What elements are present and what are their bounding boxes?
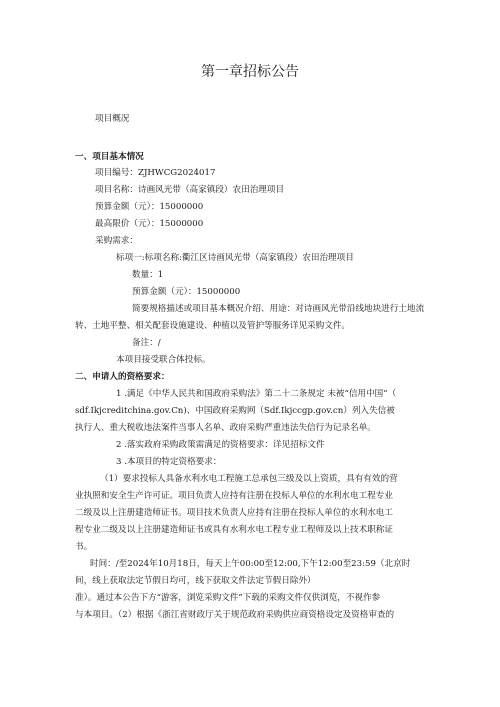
- remark: 备注：/: [132, 338, 161, 348]
- specific-requirement-line-4: 程专业二级及以上注册建造师证书或具有水利水电工程专业工程师及以上技术职称证: [75, 525, 393, 535]
- qualification-1-line-2: sdf.Ikjcreditchina.gov.Cn)、中国政府采购网（Sdf.Ikjccgp.gov.cn）列入失信被: [75, 406, 395, 416]
- section-heading-qualifications: 二、申请人的资格要求：: [75, 372, 170, 382]
- max-price: 最高限价（元）：15000000: [95, 219, 204, 229]
- procurement-requirements-label: 采购需求：: [95, 236, 138, 246]
- description-line-1: 简要规格描述或项目基本概况介绍、用途：对诗画风光带沿线地块进行土地流: [132, 304, 425, 314]
- budget-amount: 预算金额（元）：15000000: [95, 202, 204, 212]
- project-number: 项目编号：ZJHWCG2024017: [95, 168, 216, 178]
- note-line-1: 准）。通过本公告下方“游客，浏览采购文件”下载的采购文件仅供浏览，不视作参: [75, 593, 381, 603]
- time-line-1: 时间：/至2024年10月18日，每天上午00:00至12:00,下午12:00至23:59（北京时: [90, 559, 411, 569]
- page-title: 第一章招标公告: [201, 64, 299, 80]
- overview-label: 项目概况: [95, 114, 130, 124]
- section-heading-basic-info: 一、项目基本情况: [75, 152, 144, 162]
- lot-item: 标项一:标项名称:衢江区诗画风光带（高家镇段）农田治理项目: [116, 253, 354, 263]
- specific-requirement-line-5: 书。: [75, 542, 93, 552]
- qualification-2: 2 .落实政府采购政策需满足的资格要求：详见招标文件: [116, 440, 325, 450]
- qualification-1-line-1: 1 .满足《中华人民共和国政府采购法》第二十二条规定 未被“信用中国”（: [116, 389, 397, 399]
- time-line-2: 间，线上获取法定节假日均可，线下获取文件法定节假日除外）: [75, 576, 316, 586]
- lot-budget: 预算金额（元）：15000000: [132, 287, 241, 297]
- specific-requirement-line-3: 二级及以上注册建造师证书。项目技术负责人应持有注册在投标人单位的水利水电工: [75, 508, 393, 518]
- project-name: 项目名称：诗画风光带（高家镇段）农田治理项目: [95, 185, 285, 195]
- qualification-1-line-3: 执行人、重大税收违法案件当事人名单、政府采购严重违法失信行为记录名单。: [75, 423, 376, 433]
- specific-requirement-line-2: 业执照和安全生产许可证。项目负责人应持有注册在投标人单位的水利水电工程专业: [75, 491, 393, 501]
- qualification-3: 3 .本项目的特定资格要求：: [116, 457, 222, 467]
- quantity: 数量：1: [132, 270, 164, 280]
- note-line-2: 与本项目。（2）根据《浙江省财政厅关于规范政府采购供应商资格设定及资格审查的: [75, 610, 395, 620]
- consortium-note: 本项目接受联合体投标。: [116, 355, 211, 365]
- specific-requirement-line-1: （1）要求投标人具备水利水电工程施工总承包三级及以上资质，具有有效的营: [100, 474, 398, 484]
- description-line-2: 转、土地平整、相关配套设施建设、种植以及管护等服务详见采购文件。: [75, 321, 351, 331]
